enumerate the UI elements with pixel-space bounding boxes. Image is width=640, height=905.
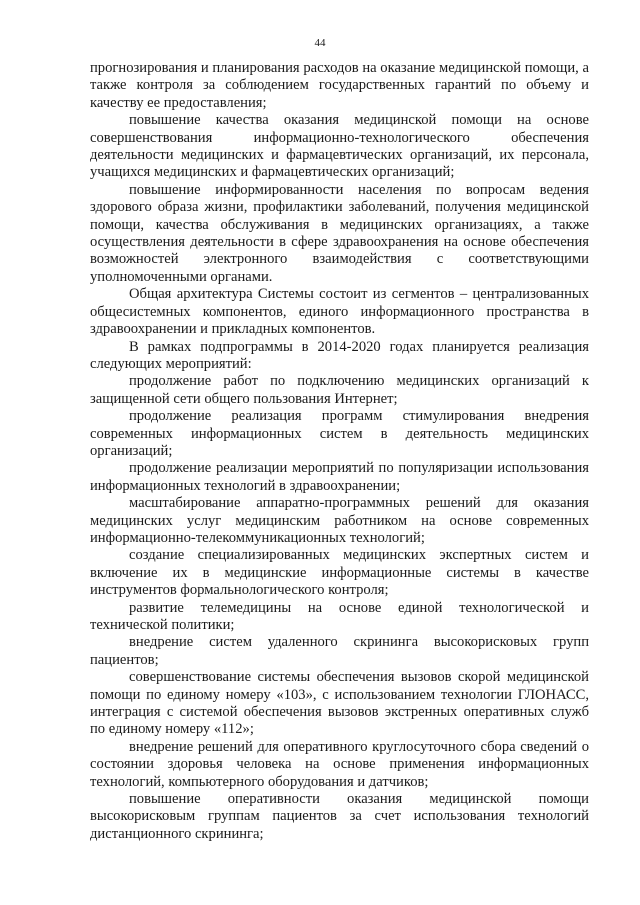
paragraph: создание специализированных медицинских экспертных систем и включение их в медицинские информационные системы в качестве инструментов формальнологического контроля;	[90, 547, 589, 599]
page-number: 44	[314, 37, 326, 49]
paragraph: В рамках подпрограммы в 2014-2020 годах планируется реализация следующих мероприятий:	[90, 338, 589, 372]
paragraph: прогнозирования и планирования расходов на оказание медицинской помощи, а также контроля за соблюдением государственных гарантий по объему и качеству ее предоставления;	[90, 60, 589, 111]
paragraph: повышение качества оказания медицинской помощи на основе совершенствования информационно-технологического обеспечения деятельности медицинских и фармацевтических организаций, их персонала, учащихся медицинских и фармацевтических организаций;	[90, 112, 589, 181]
paragraph: продолжение реализации мероприятий по популяризации использования информационных технологий в здравоохранении;	[90, 460, 589, 494]
paragraph: повышение информированности населения по вопросам ведения здорового образа жизни, профилактики заболеваний, получения медицинской помощи, качества обслуживания в медицинских организациях, а также осуществления деятельности в сфере здравоохранения на основе обеспечения возможностей электронного взаимодействия с соответствующими уполномоченными органами.	[90, 181, 589, 285]
document-body	[90, 60, 589, 843]
paragraph: развитие телемедицины на основе единой технологической и технической политики;	[90, 599, 589, 633]
paragraph: совершенствование системы обеспечения вызовов скорой медицинской помощи по единому номеру «103», с использованием технологии ГЛОНАСС, интеграция с системой обеспечения вызовов экстренных оперативных служб по единому номеру «112»;	[90, 669, 589, 738]
paragraph: повышение оперативности оказания медицинской помощи высокорисковым группам пациентов за счет использования технологий дистанционного скрининга;	[90, 791, 589, 842]
paragraph: внедрение систем удаленного скрининга высокорисковых групп пациентов;	[90, 634, 589, 668]
paragraph: Общая архитектура Системы состоит из сегментов – централизованных общесистемных компонентов, единого информационного пространства в здравоохранении и прикладных компонентов.	[90, 286, 589, 338]
paragraph: внедрение решений для оперативного круглосуточного сбора сведений о состоянии здоровья человека на основе применения информационных технологий, компьютерного оборудования и датчиков;	[90, 738, 589, 790]
paragraph: продолжение реализация программ стимулирования внедрения современных информационных систем в деятельность медицинских организаций;	[90, 408, 589, 459]
paragraph: продолжение работ по подключению медицинских организаций к защищенной сети общего пользования Интернет;	[90, 373, 589, 407]
paragraph: масштабирование аппаратно-программных решений для оказания медицинских услуг медицинским работником на основе современных информационно-телекоммуникационных технологий;	[90, 495, 589, 546]
